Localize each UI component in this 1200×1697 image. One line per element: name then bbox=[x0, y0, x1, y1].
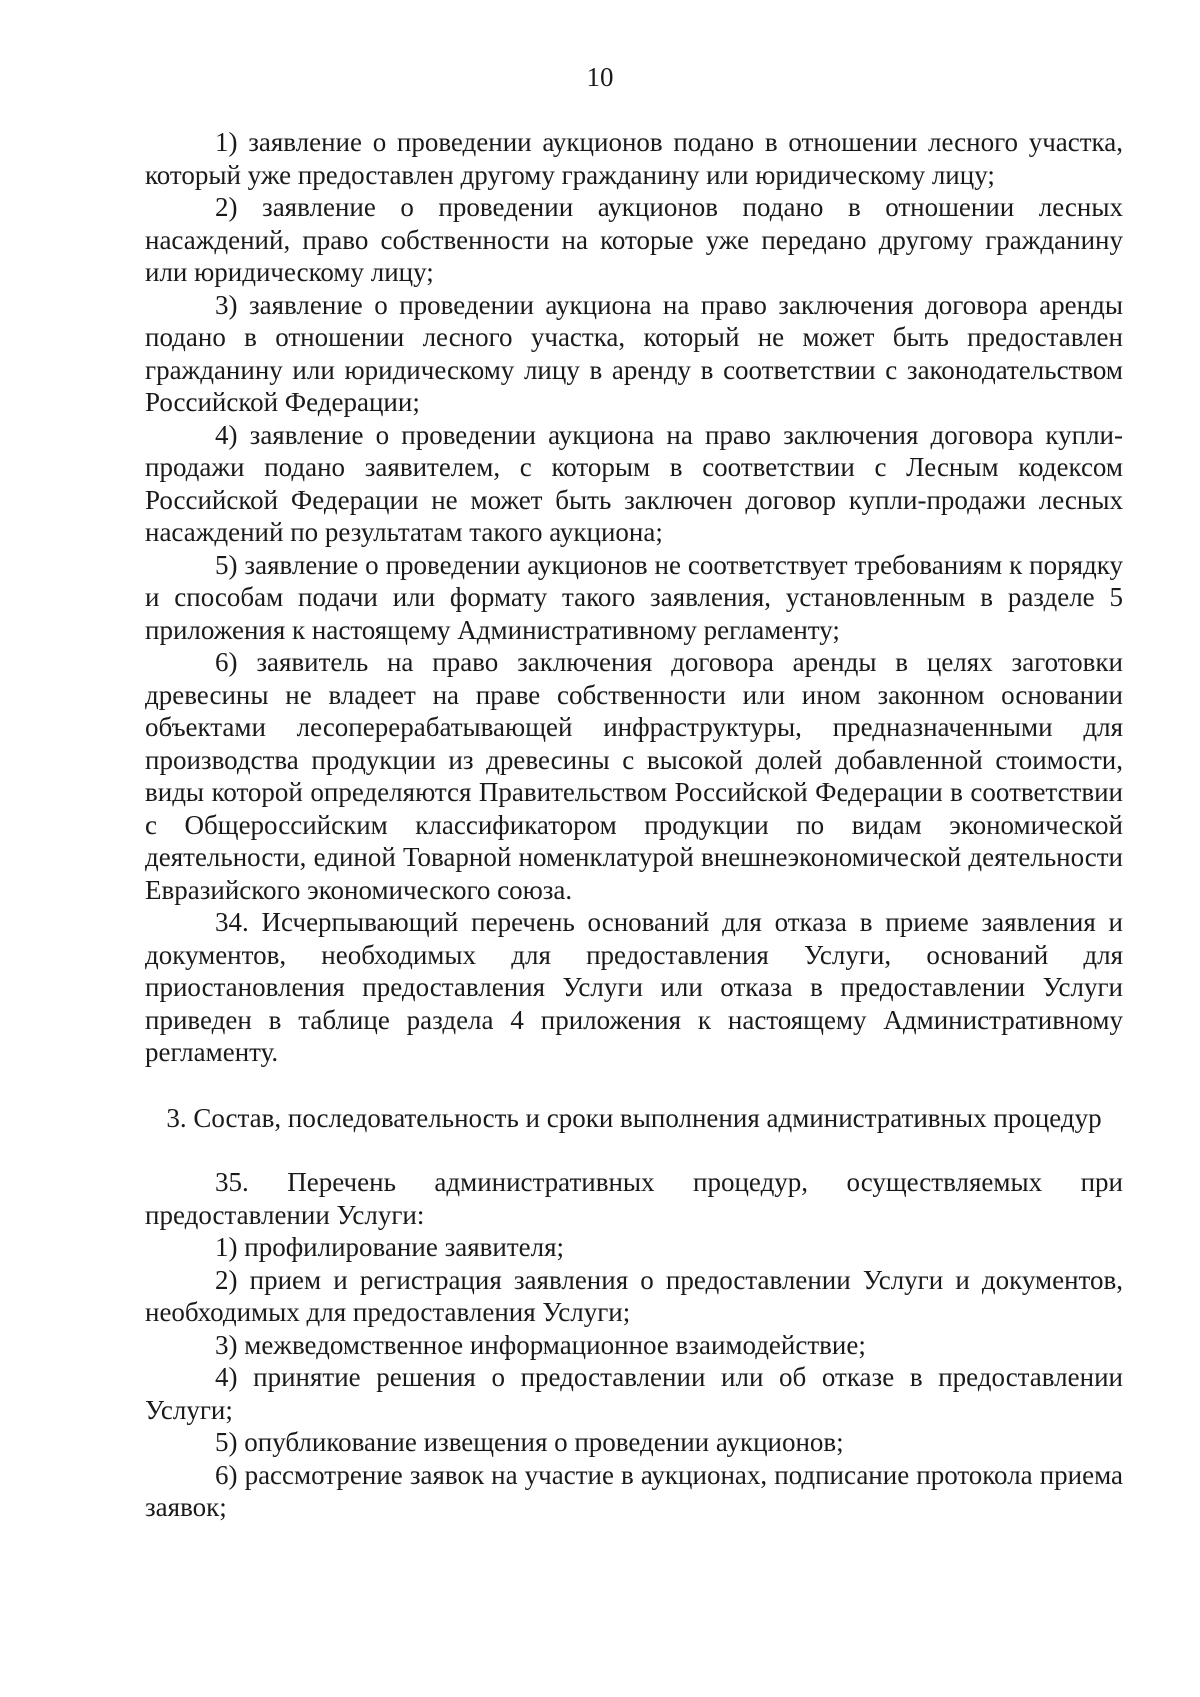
procedure-item-3: 3) межведомственное информационное взаимодействие; bbox=[215, 1329, 866, 1360]
paragraph-clause-34: 34. Исчерпывающий перечень оснований для отказа в приеме заявления и документов, необходимых для предоставления Услуги, оснований для приостановления предоставления Услуги или отказа в предоставлении Услуги приведен в таблице раздела 4 приложения к настоящему Административному регламенту. bbox=[145, 907, 1123, 1067]
page-number: 10 bbox=[586, 62, 614, 92]
procedure-item-1: 1) профилирование заявителя; bbox=[215, 1232, 565, 1262]
paragraph-item-4: 4) заявление о проведении аукциона на право заключения договора купли-продажи подано заявителем, с которым в соответствии с Лесным кодексом Российской Федерации не может быть заключен договор купли-продажи лесных насаждений по результатам такого аукциона; bbox=[145, 419, 1123, 547]
procedure-item-6: 6) рассмотрение заявок на участие в аукционах, подписание протокола приема заявок; bbox=[145, 1459, 1123, 1522]
paragraph-clause-35: 35. Перечень административных процедур, осуществляемых при предоставлении Услуги: bbox=[145, 1167, 1123, 1230]
procedure-item-2: 2) прием и регистрация заявления о предоставлении Услуги и документов, необходимых для предоставления Услуги; bbox=[145, 1264, 1123, 1327]
section-heading: 3. Состав, последовательность и сроки выполнения административных процедур bbox=[166, 1102, 1102, 1133]
paragraph-item-3: 3) заявление о проведении аукциона на право заключения договора аренды подано в отношении лесного участка, который не может быть предоставлен гражданину или юридическому лицу в аренду в соответствии с законодательством Российской Федерации; bbox=[145, 289, 1123, 417]
paragraph-item-6: 6) заявитель на право заключения договора аренды в целях заготовки древесины не владеет на праве собственности или ином законном основании объектами лесоперерабатывающей инфраструктуры, предназначенными для производства продукции из древесины с высокой долей добавленной стоимости, виды которой определяются Правительством Российской Федерации в соответствии с Общероссийским классификатором продукции по видам экономической деятельности, единой Товарной номенклатурой внешнеэкономической деятельности Евразийского экономического союза. bbox=[145, 647, 1123, 905]
paragraph-item-1: 1) заявление о проведении аукционов подано в отношении лесного участка, который уже предоставлен другому гражданину или юридическому лицу; bbox=[145, 127, 1123, 190]
procedure-item-5: 5) опубликование извещения о проведении аукционов; bbox=[215, 1427, 844, 1457]
paragraph-item-5: 5) заявление о проведении аукционов не соответствует требованиям к порядку и способам подачи или формату такого заявления, установленным в разделе 5 приложения к настоящему Административному регламенту; bbox=[145, 549, 1123, 645]
procedure-item-4: 4) принятие решения о предоставлении или об отказе в предоставлении Услуги; bbox=[145, 1362, 1123, 1425]
document-body bbox=[145, 126, 1123, 1524]
paragraph-item-2: 2) заявление о проведении аукционов подано в отношении лесных насаждений, право собственности на которые уже передано другому гражданину или юридическому лицу; bbox=[145, 192, 1123, 287]
